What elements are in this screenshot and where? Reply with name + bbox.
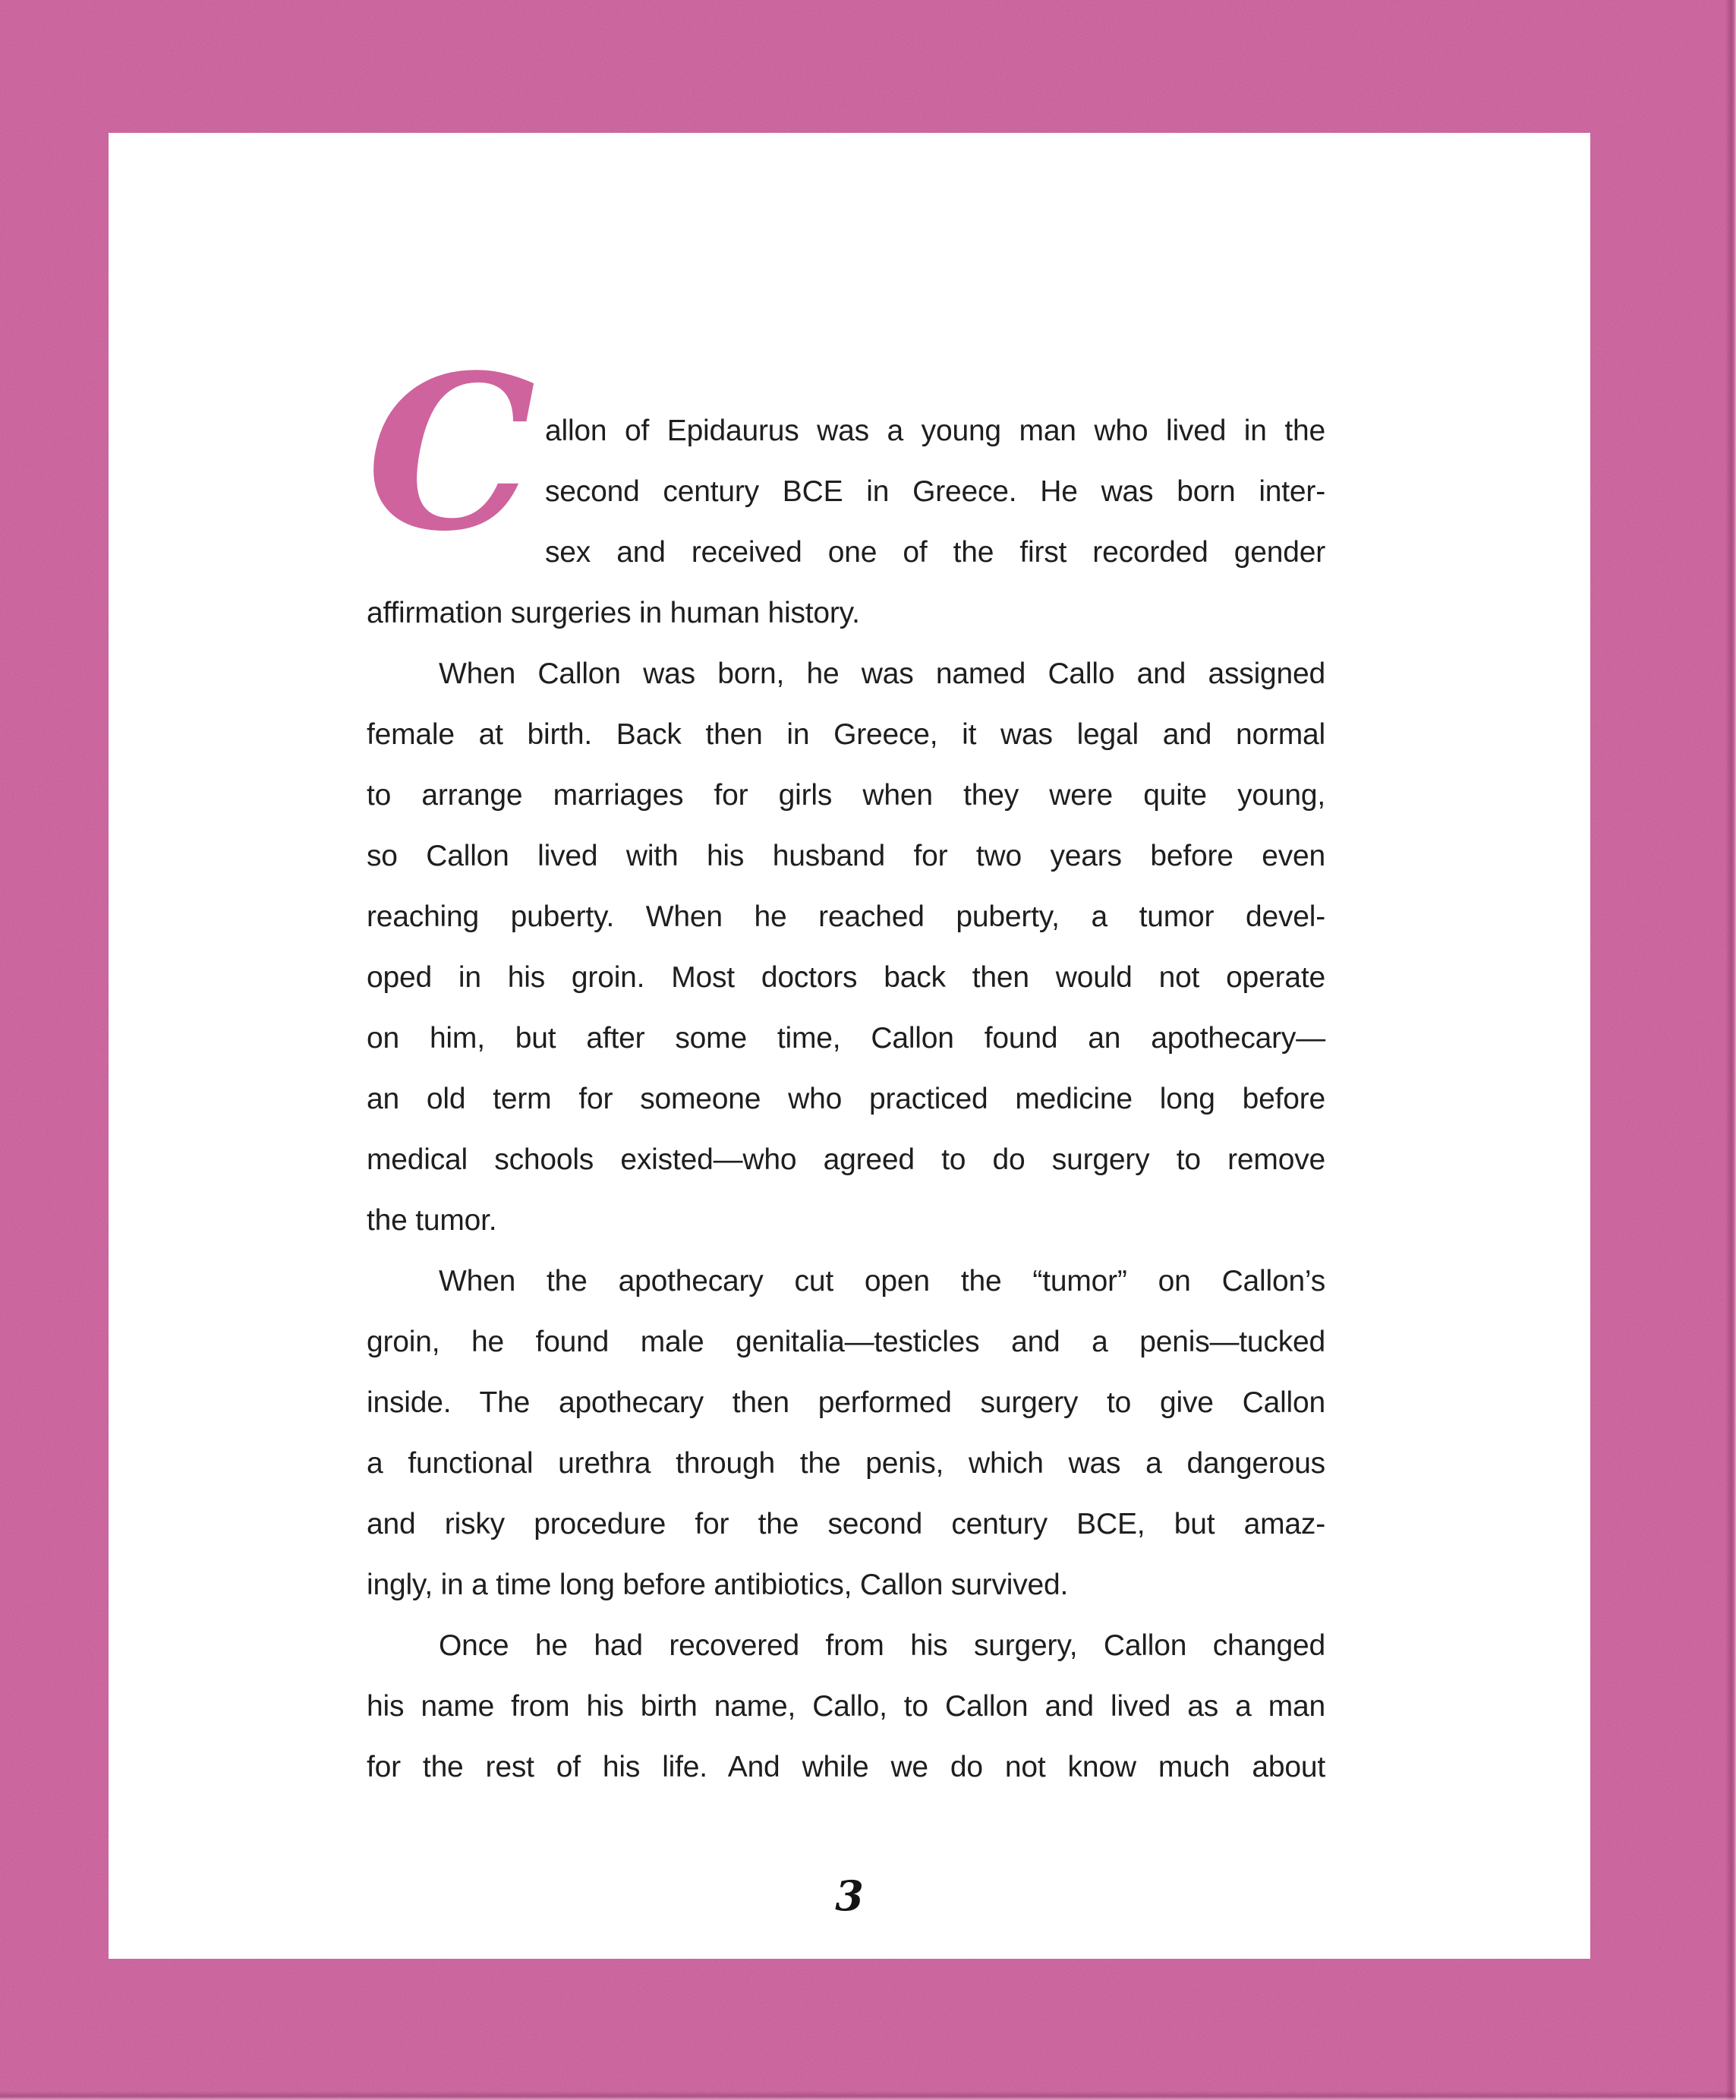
text-line: ingly, in a time long before antibiotics, Callon survived.	[367, 1569, 1069, 1601]
text-line: on him, but after some time, Callon found an apothecary—	[367, 1022, 1325, 1055]
drop-cap-letter: C	[367, 329, 536, 579]
paragraph	[367, 644, 1325, 1251]
text-line: Once he had recovered from his surgery, Callon changed	[439, 1629, 1325, 1662]
body-text	[367, 329, 1325, 1798]
text-line: and risky procedure for the second century BCE, but amaz-	[367, 1508, 1325, 1540]
text-line: reaching puberty. When he reached puberty, a tumor devel-	[367, 900, 1325, 933]
text-line: affirmation surgeries in human history.	[367, 597, 860, 629]
page-number: 3	[835, 1871, 864, 1920]
text-line: inside. The apothecary then performed surgery to give Callon	[367, 1386, 1325, 1419]
text-line: so Callon lived with his husband for two years before even	[367, 840, 1325, 872]
text-line: medical schools existed—who agreed to do surgery to remove	[367, 1143, 1325, 1176]
paragraph	[367, 1251, 1325, 1616]
book-page	[109, 133, 1590, 1959]
text-line: When the apothecary cut open the “tumor” on Callon’s	[439, 1265, 1325, 1298]
text-line: his name from his birth name, Callo, to Callon and lived as a man	[367, 1690, 1325, 1723]
text-line: for the rest of his life. And while we do not know much about	[367, 1751, 1325, 1783]
text-line: When Callon was born, he was named Callo and assigned	[439, 657, 1325, 690]
text-line: the tumor.	[367, 1204, 497, 1237]
text-line: allon of Epidaurus was a young man who lived in the	[545, 415, 1325, 447]
paragraph	[367, 1616, 1325, 1798]
paper-edge-shadow-right	[1725, 0, 1736, 2100]
text-line: sex and received one of the first recorded gender	[545, 536, 1325, 569]
text-line: second century BCE in Greece. He was born inter-	[545, 475, 1325, 508]
text-line: female at birth. Back then in Greece, it was legal and normal	[367, 718, 1325, 751]
text-line: to arrange marriages for girls when they were quite young,	[367, 779, 1325, 812]
text-line: an old term for someone who practiced medicine long before	[367, 1083, 1325, 1115]
text-line: a functional urethra through the penis, which was a dangerous	[367, 1447, 1325, 1480]
paper-edge-shadow-bottom	[0, 2091, 1736, 2100]
text-line: oped in his groin. Most doctors back then would not operate	[367, 961, 1325, 994]
text-line: groin, he found male genitalia—testicles and a penis—tucked	[367, 1326, 1325, 1358]
